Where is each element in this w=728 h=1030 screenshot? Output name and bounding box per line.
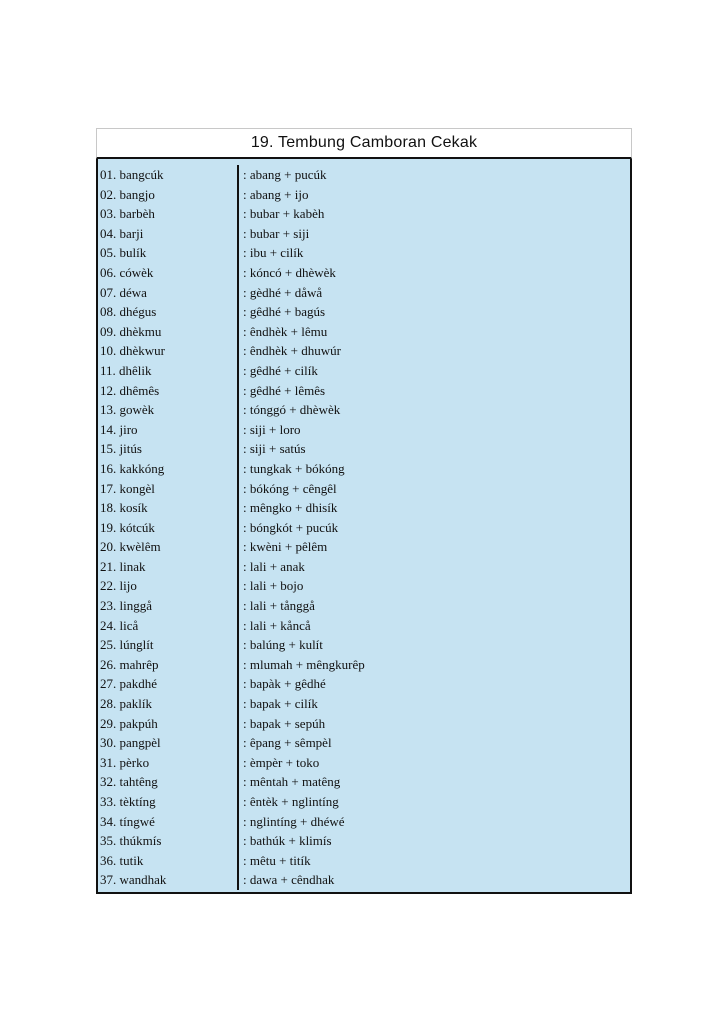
compound-word-cell: 33. tèktíng [100,794,156,809]
compound-word-cell: 21. linak [100,558,146,574]
origin-words-cell: : bapak + sepúh [243,715,326,731]
table-title-row [96,128,632,159]
compound-word-cell: 34. tíngwé [100,813,155,829]
compound-word-cell: 37. wandhak [100,872,167,888]
origin-words-cell: : lali + tånggå [243,598,315,614]
origin-column [239,165,630,890]
origin-words-cell: : bapak + cilík [243,696,318,712]
compound-word-cell: 01. bangcúk [100,167,164,182]
compound-word-cell: 06. cówèk [100,264,154,280]
compound-word-cell: 24. licå [100,617,139,633]
origin-words-cell: : gêdhé + lêmês [243,382,326,398]
origin-words-cell: : kwèni + pêlêm [243,539,328,555]
origin-words-cell: : bapàk + gêdhé [243,676,326,692]
compound-word-cell: 07. déwa [100,284,147,300]
word-table [96,128,632,894]
compound-word-cell: 31. pèrko [100,754,150,770]
table-title: 19. Tembung Camboran Cekak [250,134,478,151]
compound-word-cell: 25. lúnglít [100,637,154,653]
origin-words-cell: : ibu + cilík [243,245,304,261]
compound-word-cell: 15. jitús [100,441,142,457]
origin-words-cell: : mêntah + matêng [243,774,341,790]
compound-word-cell: 11. dhêlik [100,362,152,378]
compound-word-cell: 22. lijo [100,578,137,594]
origin-words-cell: : bubar + kabèh [243,206,325,222]
origin-words-cell: : êndhèk + dhuwúr [243,343,341,359]
origin-words-cell: : tónggó + dhèwèk [243,402,341,418]
compound-word-cell: 19. kótcúk [100,519,155,535]
compound-word-cell: 05. bulík [100,245,147,261]
compound-word-cell: 26. mahrêp [100,656,159,672]
origin-words-cell: : siji + loro [243,421,301,437]
origin-words-cell: : bókóng + cêngêl [243,480,337,496]
origin-words-cell: : balúng + kulít [243,637,323,653]
word-column [98,165,239,890]
origin-words-cell: : èmpèr + toko [243,754,320,770]
origin-words-cell: : kóncó + dhèwèk [243,264,336,280]
compound-word-cell: 27. pakdhé [100,676,158,692]
origin-words-cell: : abang + ijo [243,186,309,202]
origin-words-cell: : nglintíng + dhéwé [243,813,345,829]
origin-words-cell: : siji + satús [243,441,306,457]
origin-words-cell: : mêngko + dhisík [243,500,338,516]
compound-word-cell: 17. kongèl [100,480,155,496]
compound-word-cell: 14. jiro [100,421,138,437]
origin-words-cell: : dawa + cêndhak [243,872,335,888]
origin-words-cell: : bubar + siji [243,225,310,241]
origin-words-cell: : gêdhé + bagús [243,304,326,320]
origin-words-cell: : bóngkót + pucúk [243,519,339,535]
compound-word-cell: 03. barbèh [100,206,155,222]
origin-words-cell: : êpang + sêmpèl [243,735,332,751]
origin-words-cell: : gèdhé + dåwå [243,284,323,300]
compound-word-cell: 35. thúkmís [100,833,162,849]
compound-word-cell: 08. dhégus [100,304,157,320]
compound-word-cell: 13. gowèk [100,402,155,418]
compound-word-cell: 32. tahtêng [100,774,158,790]
origin-words-cell: : bathúk + klimís [243,833,332,849]
compound-word-cell: 36. tutik [100,852,144,868]
compound-word-cell: 10. dhèkwur [100,343,165,359]
compound-word-cell: 23. linggå [100,598,152,614]
compound-word-cell: 30. pangpèl [100,735,161,751]
compound-word-cell: 02. bangjo [100,186,155,202]
origin-words-cell: : lali + anak [243,558,305,574]
compound-word-cell: 09. dhèkmu [100,323,162,339]
compound-word-cell: 20. kwèlêm [100,539,161,555]
origin-words-cell: : êndhèk + lêmu [243,323,328,339]
table-body [96,159,632,894]
origin-words-cell: : mlumah + mêngkurêp [243,656,365,672]
compound-word-cell: 16. kakkóng [100,460,165,476]
origin-words-cell: : mêtu + titík [243,852,311,868]
origin-words-cell: : tungkak + bókóng [243,460,345,476]
origin-words-cell: : lali + kåncå [243,617,311,633]
compound-word-cell: 18. kosík [100,500,148,516]
origin-words-cell: : gêdhé + cilík [243,362,318,378]
compound-word-cell: 28. paklík [100,696,152,712]
origin-words-cell: : lali + bojo [243,578,304,594]
compound-word-cell: 12. dhêmês [100,382,160,398]
compound-word-cell: 29. pakpúh [100,715,158,731]
compound-word-cell: 04. barji [100,225,144,241]
origin-words-cell: : abang + pucúk [243,167,327,182]
origin-words-cell: : êntèk + nglintíng [243,794,339,809]
